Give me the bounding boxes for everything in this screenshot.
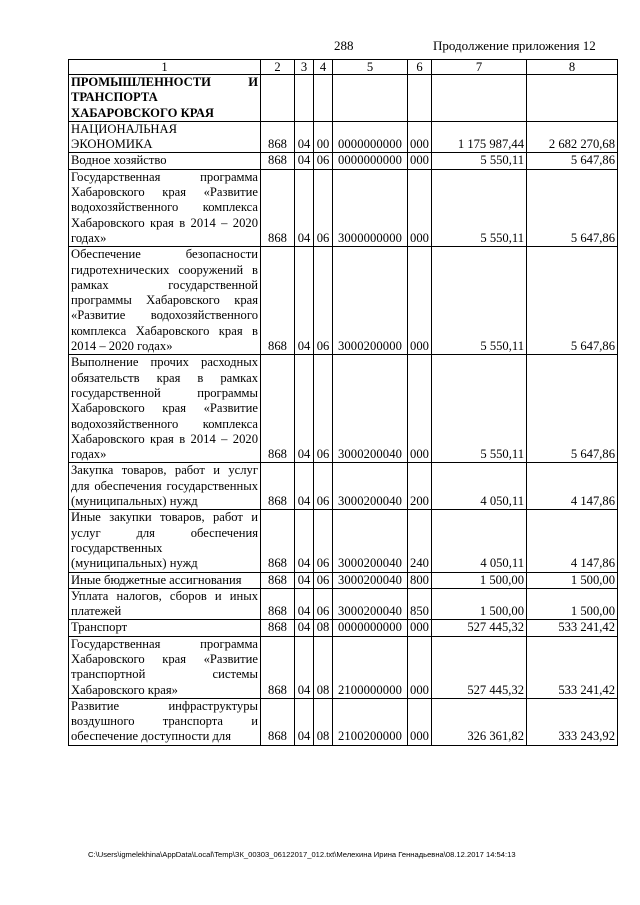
cell-target-article: 3000200040 [333,463,408,510]
row-name: ПРОМЫШЛЕННОСТИ И ТРАНСПОРТА ХАБАРОВСКОГО КРАЯ [69,75,261,122]
cell-target-article: 3000200040 [333,588,408,620]
table-row [69,510,618,572]
cell-expense-type: 000 [408,153,432,169]
cell-expense-type: 200 [408,463,432,510]
cell-section: 04 [295,636,314,698]
cell-subsection: 06 [314,247,333,355]
cell-amount-2018: 527 445,32 [432,636,527,698]
cell-target-article: 0000000000 [333,121,408,153]
budget-table [68,59,618,746]
cell-target-article: 3000200040 [333,572,408,588]
cell-admin-code: 868 [261,620,295,636]
cell-admin-code: 868 [261,153,295,169]
cell-section: 04 [295,510,314,572]
cell-admin-code: 868 [261,247,295,355]
table-row [69,247,618,355]
cell-admin-code [261,75,295,122]
table-row [69,169,618,246]
row-name: Водное хозяйство [69,153,261,169]
cell-subsection: 08 [314,636,333,698]
cell-subsection: 08 [314,620,333,636]
cell-expense-type: 850 [408,588,432,620]
cell-subsection: 06 [314,588,333,620]
cell-amount-2019: 5 647,86 [527,355,618,463]
cell-target-article: 3000200040 [333,355,408,463]
cell-admin-code: 868 [261,510,295,572]
table-row [69,620,618,636]
cell-section: 04 [295,355,314,463]
cell-expense-type: 000 [408,620,432,636]
cell-amount-2019: 333 243,92 [527,698,618,745]
cell-expense-type: 240 [408,510,432,572]
cell-subsection: 06 [314,355,333,463]
cell-amount-2019: 4 147,86 [527,463,618,510]
cell-amount-2019: 5 647,86 [527,153,618,169]
cell-amount-2018: 5 550,11 [432,153,527,169]
column-header-row [69,60,618,75]
cell-section: 04 [295,121,314,153]
cell-subsection: 06 [314,510,333,572]
cell-amount-2018: 4 050,11 [432,510,527,572]
cell-section [295,75,314,122]
cell-expense-type [408,75,432,122]
cell-subsection [314,75,333,122]
cell-expense-type: 000 [408,355,432,463]
row-name: Иные закупки товаров, работ и услуг для обеспечения государственных (муниципальных) нужд [69,510,261,572]
cell-target-article: 2100000000 [333,636,408,698]
cell-target-article: 2100200000 [333,698,408,745]
cell-amount-2018: 1 500,00 [432,588,527,620]
cell-target-article: 3000200000 [333,247,408,355]
cell-expense-type: 000 [408,247,432,355]
row-name: Уплата налогов, сборов и иных платежей [69,588,261,620]
table-row [69,75,618,122]
cell-expense-type: 800 [408,572,432,588]
row-name: Транспорт [69,620,261,636]
cell-section: 04 [295,153,314,169]
column-header: 2 [261,60,295,75]
table-row [69,698,618,745]
cell-amount-2019: 5 647,86 [527,247,618,355]
row-name: НАЦИОНАЛЬНАЯ ЭКОНОМИКА [69,121,261,153]
cell-amount-2018: 1 175 987,44 [432,121,527,153]
table-row [69,572,618,588]
cell-target-article: 0000000000 [333,620,408,636]
cell-amount-2019: 533 241,42 [527,620,618,636]
cell-amount-2018 [432,75,527,122]
cell-amount-2019: 1 500,00 [527,572,618,588]
cell-admin-code: 868 [261,121,295,153]
row-name: Государственная программа Хабаровского края «Развитие водохозяйственного комплекса Хабаровского края в 2014 – 2020 годах» [69,169,261,246]
cell-subsection: 00 [314,121,333,153]
cell-amount-2018: 5 550,11 [432,169,527,246]
cell-target-article [333,75,408,122]
cell-section: 04 [295,620,314,636]
column-header: 8 [527,60,618,75]
table-row [69,588,618,620]
cell-admin-code: 868 [261,636,295,698]
cell-subsection: 06 [314,572,333,588]
cell-admin-code: 868 [261,698,295,745]
footer-file-path: C:\Users\igmelekhina\AppData\Local\Temp\ЗК_00303_06122017_012.txt\Мелехина Ирина Геннадьевна\08.12.2017 14:54:13 [88,850,516,859]
cell-subsection: 06 [314,463,333,510]
table-row [69,355,618,463]
row-name: Закупка товаров, работ и услуг для обеспечения государственных (муниципальных) нужд [69,463,261,510]
cell-target-article: 3000000000 [333,169,408,246]
row-name: Иные бюджетные ассигнования [69,572,261,588]
row-name: Развитие инфраструктуры воздушного транспорта и обеспечение доступности для [69,698,261,745]
table-row [69,153,618,169]
cell-amount-2018: 1 500,00 [432,572,527,588]
cell-expense-type: 000 [408,636,432,698]
cell-amount-2019: 533 241,42 [527,636,618,698]
cell-amount-2018: 5 550,11 [432,247,527,355]
table-body [69,60,618,746]
cell-admin-code: 868 [261,169,295,246]
cell-amount-2019: 1 500,00 [527,588,618,620]
cell-amount-2018: 5 550,11 [432,355,527,463]
cell-amount-2019: 4 147,86 [527,510,618,572]
table-row [69,121,618,153]
cell-amount-2018: 4 050,11 [432,463,527,510]
page-number: 288 [334,38,354,53]
cell-section: 04 [295,588,314,620]
cell-admin-code: 868 [261,572,295,588]
continuation-label: Продолжение приложения 12 [433,38,596,53]
row-name: Государственная программа Хабаровского края «Развитие транспортной системы Хабаровского края» [69,636,261,698]
cell-amount-2018: 527 445,32 [432,620,527,636]
cell-subsection: 06 [314,169,333,246]
cell-amount-2019: 5 647,86 [527,169,618,246]
cell-amount-2019 [527,75,618,122]
cell-section: 04 [295,572,314,588]
row-name: Обеспечение безопасности гидротехнических сооружений в рамках государственной программы Хабаровского края «Развитие водохозяйственного комплекса Хабаровского края в 2014 – 2020 годах» [69,247,261,355]
cell-subsection: 06 [314,153,333,169]
cell-admin-code: 868 [261,588,295,620]
cell-target-article: 3000200040 [333,510,408,572]
column-header: 5 [333,60,408,75]
cell-subsection: 08 [314,698,333,745]
cell-expense-type: 000 [408,698,432,745]
column-header: 3 [295,60,314,75]
cell-section: 04 [295,169,314,246]
table-row [69,463,618,510]
table-row [69,636,618,698]
column-header: 7 [432,60,527,75]
cell-section: 04 [295,698,314,745]
cell-section: 04 [295,463,314,510]
column-header: 6 [408,60,432,75]
cell-target-article: 0000000000 [333,153,408,169]
column-header: 4 [314,60,333,75]
cell-amount-2018: 326 361,82 [432,698,527,745]
cell-expense-type: 000 [408,169,432,246]
cell-admin-code: 868 [261,463,295,510]
row-name: Выполнение прочих расходных обязательств края в рамках государственной программы Хабаровского края «Развитие водохозяйственного комплекса Хабаровского края в 2014 – 2020 годах» [69,355,261,463]
cell-section: 04 [295,247,314,355]
column-header: 1 [69,60,261,75]
cell-admin-code: 868 [261,355,295,463]
cell-amount-2019: 2 682 270,68 [527,121,618,153]
cell-expense-type: 000 [408,121,432,153]
